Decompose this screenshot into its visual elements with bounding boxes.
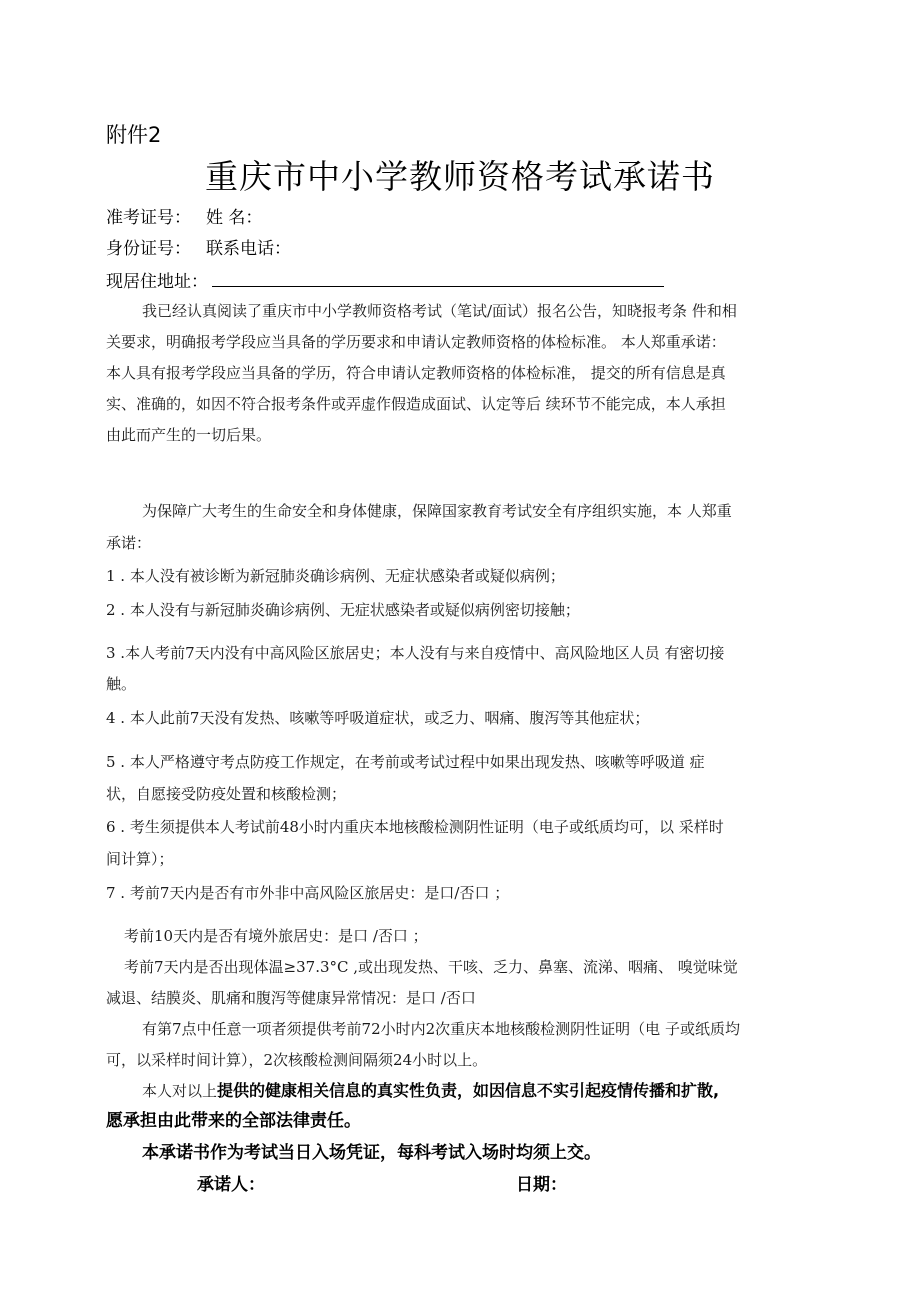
annex-label: 附件2 [106, 123, 162, 147]
item-3-line-1: 3 .本人考前7天内没有中高风险区旅居史；本人没有与来自疫情中、高风险地区人员 有密切接 [106, 644, 725, 662]
item-5-line-2: 状，自愿接受防疫处置和核酸检测； [106, 785, 347, 803]
abroad-travel-line: 考前10天内是否有境外旅居史：是口 /否口 ； [124, 927, 428, 945]
date-label: 日期： [516, 1175, 567, 1195]
item-1: 1 . 本人没有被诊断为新冠肺炎确诊病例、无症状感染者或疑似病例； [106, 567, 565, 585]
health-intro-line-1: 为保障广大考生的生命安全和身体健康，保障国家教育考试安全有序组织实施，本 人郑重 [142, 502, 732, 520]
address-underline [212, 272, 664, 287]
closing-line-1-normal: 本人对以上 [142, 1082, 218, 1100]
intro-line-5: 由此而产生的一切后果。 [106, 426, 272, 444]
intro-line-3: 本人具有报考学段应当具备的学历，符合申请认定教师资格的体检标准， 提交的所有信息是真 [106, 364, 726, 382]
item-5-line-1: 5 . 本人严格遵守考点防疫工作规定，在考前或考试过程中如果出现发热、咳嗽等呼吸道 症 [106, 753, 705, 771]
name-label: 姓 名： [206, 208, 263, 228]
closing-line-2: 愿承担由此带来的全部法律责任。 [106, 1111, 361, 1131]
item-4: 4 . 本人此前7天没有发热、咳嗽等呼吸道症状，或乏力、咽痛、腹泻等其他症状； [106, 709, 650, 727]
item-3-line-2: 触。 [106, 675, 137, 693]
id-number-label: 身份证号： [106, 239, 191, 259]
symptom-line-1: 考前7天内是否出现体温≥37.3°C ,或出现发热、干咳、乏力、鼻塞、流涕、咽痛、 嗅觉味觉 [124, 958, 738, 976]
intro-line-1: 我已经认真阅读了重庆市中小学教师资格考试（笔试/面试）报名公告，知晓报考条 件和相 [142, 302, 737, 320]
address-label: 现居住地址： [106, 272, 208, 292]
address-row [106, 272, 664, 291]
page-title: 重庆市中小学教师资格考试承诺书 [205, 157, 715, 196]
nucleic-test-line-1: 有第7点中任意一项者须提供考前72小时内2次重庆本地核酸检测阴性证明（电 子或纸质均 [142, 1020, 740, 1038]
item-6-line-1: 6 . 考生须提供本人考试前48小时内重庆本地核酸检测阴性证明（电子或纸质均可，以 采样时 [106, 818, 724, 836]
signer-label: 承诺人： [197, 1175, 265, 1195]
closing-line-3: 本承诺书作为考试当日入场凭证，每科考试入场时均须上交。 [142, 1143, 601, 1163]
intro-line-4: 实、准确的，如因不符合报考条件或弄虚作假造成面试、认定等后 续环节不能完成，本人承担 [106, 395, 726, 413]
item-6-line-2: 间计算）； [106, 850, 174, 868]
symptom-line-2: 减退、结膜炎、肌痛和腹泻等健康异常情况：是口 /否口 [106, 989, 476, 1007]
closing-line-1 [142, 1083, 719, 1099]
item-7: 7 . 考前7天内是否有市外非中高风险区旅居史：是口/否口 ； [106, 884, 510, 902]
closing-line-1-bold: 提供的健康相关信息的真实性负责，如因信息不实引起疫情传播和扩散, [217, 1081, 720, 1100]
health-intro-line-2: 承诺： [106, 534, 152, 552]
admission-number-label: 准考证号： [106, 208, 191, 228]
nucleic-test-line-2: 可，以采样时间计算），2次核酸检测间隔须24小时以上。 [106, 1051, 488, 1069]
item-2: 2 . 本人没有与新冠肺炎确诊病例、无症状感染者或疑似病例密切接触； [106, 601, 580, 619]
intro-line-2: 关要求，明确报考学段应当具备的学历要求和申请认定教师资格的体检标准。 本人郑重承诺： [106, 333, 726, 351]
phone-label: 联系电话： [206, 239, 291, 259]
